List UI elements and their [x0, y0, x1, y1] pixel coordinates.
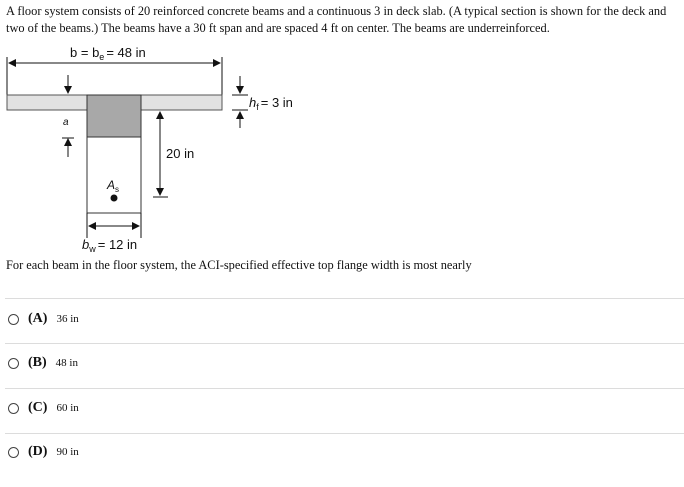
choice-d[interactable] — [8, 442, 79, 462]
choice-b-letter: (B) — [28, 355, 47, 370]
choice-c-letter: (C) — [28, 400, 48, 415]
reinforcing-bar — [111, 195, 118, 202]
choice-b-value: 48 in — [55, 357, 78, 369]
question-text: A floor system consists of 20 reinforced concrete beams and a continuous 3 in deck slab. (A typical section is shown for the deck and two of the beams.) The beams have a 30 ft span and are spaced 4 ft on center. The beams are underreinforced. — [6, 4, 667, 35]
a-label: a — [63, 117, 69, 128]
web-width-label: $b_w = 12$ in — [82, 237, 138, 254]
choice-d-value: 90 in — [56, 446, 79, 458]
choice-b[interactable] — [8, 353, 78, 373]
depth-label: 20 in — [166, 146, 195, 161]
compression-block — [87, 95, 141, 137]
hf-label: $h_f = 3$ in — [249, 95, 293, 112]
divider — [5, 433, 684, 434]
choice-c-value: 60 in — [56, 402, 79, 414]
steel-area-label: $A_s$ — [107, 178, 120, 194]
beam-section-figure — [0, 40, 320, 255]
divider — [5, 298, 684, 299]
radio-d[interactable] — [8, 447, 19, 458]
choice-a[interactable] — [8, 309, 79, 329]
divider — [5, 388, 684, 389]
radio-b[interactable] — [8, 358, 19, 369]
question-prompt: For each beam in the floor system, the ACI-specified effective top flange width is most nearly — [6, 258, 472, 272]
choice-d-letter: (D) — [28, 444, 48, 459]
choice-a-letter: (A) — [28, 311, 48, 326]
divider — [5, 343, 684, 344]
choice-c[interactable] — [8, 398, 79, 418]
choice-a-value: 36 in — [56, 313, 79, 325]
radio-c[interactable] — [8, 403, 19, 414]
radio-a[interactable] — [8, 314, 19, 325]
flange-width-label: $b = b_e = 48$ in — [70, 45, 146, 62]
